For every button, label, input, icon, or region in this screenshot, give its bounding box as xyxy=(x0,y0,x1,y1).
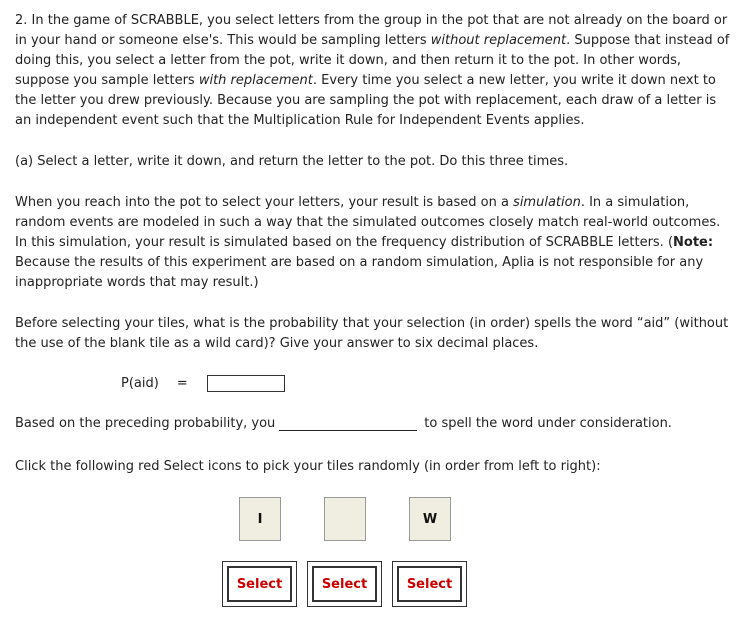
conclusion-text-before: Based on the preceding probability, you xyxy=(15,416,276,431)
intro-emphasis-2: with replacement xyxy=(198,73,313,88)
probability-label: P(aid) xyxy=(121,376,159,391)
probability-question: Before selecting your tiles, what is the probability that your selection (in order) spells the word “aid” (without the use of the blank tile as a wild card)? Give your answer to six decimal places. xyxy=(15,316,729,351)
conclusion-row xyxy=(15,416,672,431)
intro-text-2: . Suppose that instead of doing this, you select a letter from the pot, write it down, and then return it to the pot. In other words, suppose you sample letters xyxy=(15,33,730,88)
conclusion-dropdown[interactable] xyxy=(279,416,417,431)
simulation-emphasis: simulation xyxy=(513,195,581,210)
select-button-2[interactable] xyxy=(307,561,382,607)
simulation-text-1: When you reach into the pot to select your letters, your result is based on a xyxy=(15,195,514,210)
conclusion-text-after: to spell the word under consideration. xyxy=(424,416,672,431)
simulation-text-2: . In a simulation, random events are modeled in such a way that the simulated outcomes closely match real-world outcomes. In this simulation, your result is simulated based on the frequency distribution of SCRABBLE letters. ( xyxy=(15,195,721,250)
tile-2 xyxy=(324,497,366,541)
tile-3: W xyxy=(409,497,451,541)
select-button-3[interactable] xyxy=(392,561,467,607)
equals-sign: = xyxy=(176,376,188,391)
select-instructions: Click the following red Select icons to pick your tiles randomly (in order from left to right): xyxy=(15,459,601,474)
select-button-2-label[interactable]: Select xyxy=(312,566,377,602)
intro-text-3: . Every time you select a new letter, you write it down next to the letter you drew previously. Because you are sampling the pot with replacement, each draw of a letter is an independent event such that the Multiplication Rule for Independent Events applies. xyxy=(15,73,717,128)
select-button-1[interactable] xyxy=(222,561,297,607)
select-button-3-label[interactable]: Select xyxy=(397,566,462,602)
simulation-paragraph xyxy=(15,193,731,293)
part-a-instruction: (a) Select a letter, write it down, and return the letter to the pot. Do this three times. xyxy=(15,154,569,169)
intro-text-1: 2. In the game of SCRABBLE, you select letters from the group in the pot that are not already on the board or in your hand or someone else's. This would be sampling letters xyxy=(15,13,728,48)
intro-paragraph xyxy=(15,11,731,131)
note-label: Note: xyxy=(673,235,714,250)
probability-row xyxy=(121,375,285,392)
intro-emphasis-1: without replacement xyxy=(430,33,567,48)
simulation-text-3: Because the results of this experiment are based on a random simulation, Aplia is not responsible for any inappropriate words that may result.) xyxy=(15,255,704,290)
probability-answer-input[interactable] xyxy=(207,375,285,392)
tile-1: I xyxy=(239,497,281,541)
select-button-1-label[interactable]: Select xyxy=(227,566,292,602)
